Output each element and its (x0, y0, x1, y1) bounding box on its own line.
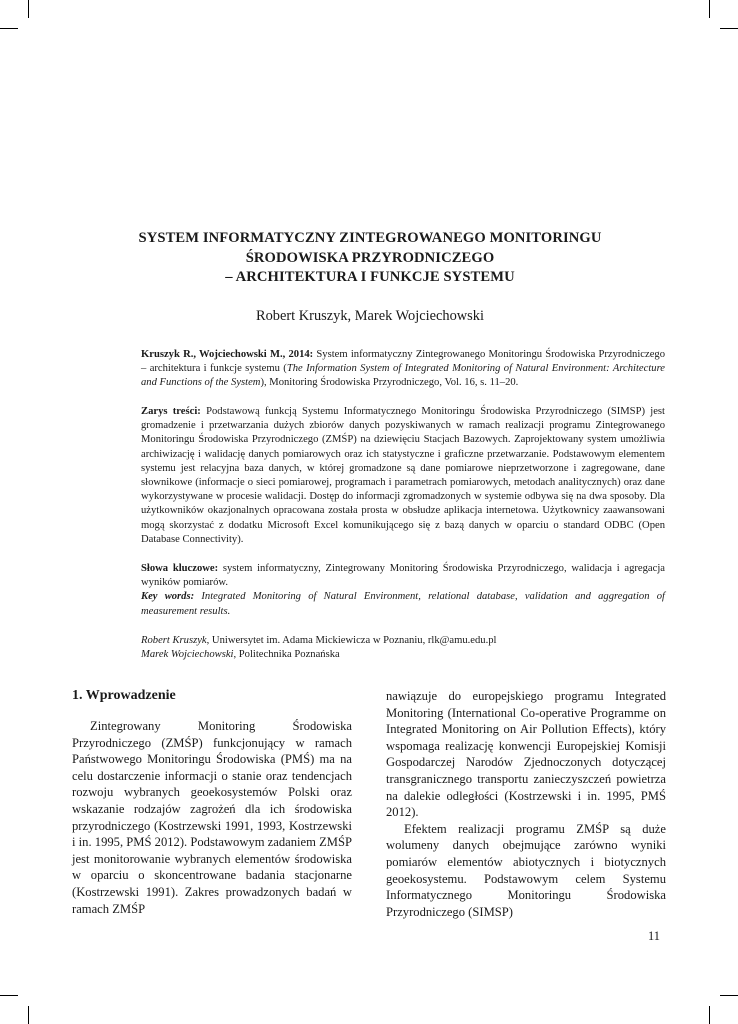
affiliation-name-1: Robert Kruszyk (141, 635, 207, 646)
crop-mark (0, 995, 18, 996)
title-line-2: ŚRODOWISKA PRZYRODNICZEGO (245, 249, 495, 266)
crop-mark (0, 28, 18, 29)
right-paragraph-2: Efektem realizacji programu ZMŚP są duże wolumeny danych obejmujące zarówno wyniki pomiarów elementów abiotycznych i biotycznych geoekosystemu. Podstawowym celem Systemu Informatycznego Monitoringu Środowiska Przyrodniczego (SIMSP) (386, 821, 666, 919)
abstract (141, 405, 665, 547)
citation-text-1: System informatyczny Zintegrowanego Monitoringu Środowiska Przyrodniczego – architektura i funkcje systemu ( (141, 349, 665, 375)
crop-mark (28, 0, 29, 18)
page-number: 11 (648, 929, 660, 943)
crop-mark (709, 0, 710, 18)
abstract-text: Podstawową funkcją Systemu Informatycznego Monitoringu Środowiska Przyrodniczego (SIMSP) jest gromadzenie i przetwarzania dużych zbiorów danych pozyskiwanych w ramach realizacji programu Zintegrowanego Monitoringu Środowiska Przyrodniczego (ZMŚP) na dziewięciu Stacjach Bazowych. Zaprojektowany system umożliwia archiwizację i walidację danych pomiarowych oraz ich statystyczne i graficzne przetwarzanie. Podstawowym elementem systemu jest relacyjna baza danych, w której gromadzone są dane pomiarowe nieprzetworzone i zagregowane, dane słownikowe (informacje o sieci pomiarowej, programach i parametrach pomiarowych, metodach analitycznych) oraz dane wykorzystywane w procesie walidacji. Dostęp do informacji zgromadzonych w systemie odbywa się na dwa sposoby. Dla użytkowników okazjonalnych opracowana została prosta w obsłudze aplikacja internetowa. Użytkownicy zaawansowani mogą skorzystać z dodatku Microsoft Excel komunikującego się z bazą danych w oparciu o standard ODBC (Open Database Connectivity). (141, 406, 665, 545)
section-heading: 1. Wprowadzenie (72, 688, 176, 703)
citation-authors: Kruszyk R., Wojciechowski M., 2014: (141, 349, 314, 360)
keywords-pl-label: Słowa kluczowe: (141, 563, 219, 574)
right-column (386, 688, 666, 920)
title-line-1: SYSTEM INFORMATYCZNY ZINTEGROWANEGO MONITORINGU (138, 230, 602, 246)
affiliations (141, 634, 665, 662)
keywords (141, 562, 665, 619)
keywords-en-label: Key words: (141, 591, 195, 603)
right-paragraph-1: nawiązuje do europejskiego programu Integrated Monitoring (International Co-operative Programme on Integrated Monitoring on Air Pollution Effects), który wspomaga realizację konwencji Europejskiej Komisji Gospodarczej Narodów Zjednoczonych dotyczącej transgranicznego transportu zanieczyszczeń powietrza na dalekie odległości (Kostrzewski i in. 1995, PMŚ 2012). (386, 689, 666, 820)
crop-mark (720, 995, 738, 996)
citation-english-title: The Information System of Integrated Monitoring of Natural Environment: Architecture and Functions of the System (141, 363, 666, 389)
left-paragraph: Zintegrowany Monitoring Środowiska Przyrodniczego (ZMŚP) funkcjonujący w ramach Państwowego Monitoringu Środowiska (PMŚ) ma na celu dostarczenie informacji o stanie oraz tendencjach rozwoju wybranych geoekosystemów Polski oraz wskazanie rodzajów zagrożeń dla ich środowiska przyrodniczego (Kostrzewski 1991, 1993, Kostrzewski i in. 1995, PMŚ 2012). Podstawowym zadaniem ZMŚP jest monitorowanie wybranych elementów środowiska w oparciu o skoncentrowane badania stacjonarne (Kostrzewski 1991). Zakres prowadzonych badań w ramach ZMŚP (72, 719, 352, 916)
citation (141, 348, 665, 391)
left-column (72, 718, 352, 917)
crop-mark (709, 1006, 710, 1024)
affiliation-name-2: Marek Wojciechowski (141, 649, 234, 661)
title-line-3: – ARCHITEKTURA I FUNKCJE SYSTEMU (225, 269, 515, 286)
keywords-en-text: Integrated Monitoring of Natural Environment, relational database, validation and aggregation of measurement results. (141, 591, 665, 617)
crop-mark (28, 1006, 29, 1024)
crop-mark (720, 28, 738, 29)
authors: Robert Kruszyk, Marek Wojciechowski (256, 308, 484, 324)
keywords-pl-text: system informatyczny, Zintegrowany Monitoring Środowiska Przyrodniczego, walidacja i agregacja wyników pomiarów. (141, 563, 665, 589)
affiliation-text-2: , Politechnika Poznańska (233, 649, 340, 661)
paper-title (100, 229, 640, 288)
affiliation-text-1: , Uniwersytet im. Adama Mickiewicza w Poznaniu, rlk@amu.edu.pl (206, 635, 497, 646)
citation-text-2: ), Monitoring Środowiska Przyrodniczego, Vol. 16, s. 11–20. (260, 377, 519, 389)
abstract-label: Zarys treści: (141, 406, 201, 417)
